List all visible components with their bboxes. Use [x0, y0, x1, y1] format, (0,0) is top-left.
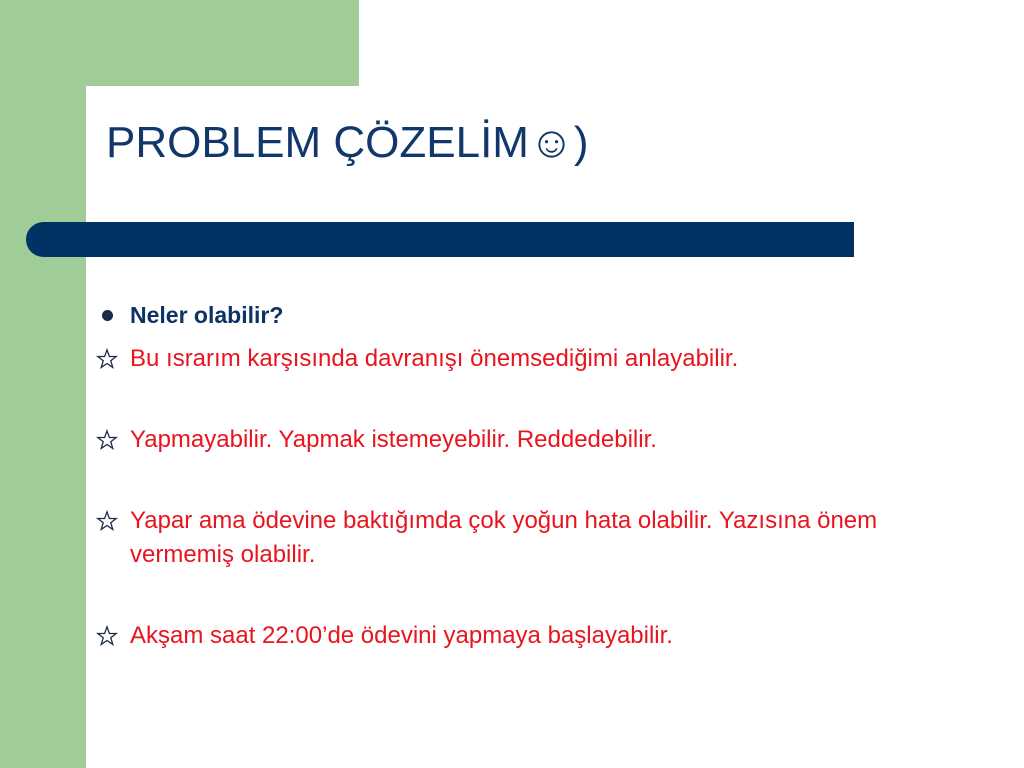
slide-content — [92, 298, 972, 653]
heading-text: Neler olabilir? — [130, 302, 284, 328]
list-item-text: Yapmayabilir. Yapmak istemeyebilir. Reddedebilir. — [130, 426, 657, 453]
outline-star-icon — [92, 423, 122, 457]
list-item — [92, 423, 972, 457]
list-item-text: Bu ısrarım karşısında davranışı önemsediğimi anlayabilir. — [130, 345, 739, 372]
title-underline-bar — [26, 222, 854, 257]
list-item-text: Akşam saat 22:00’de ödevini yapmaya başlayabilir. — [130, 622, 673, 649]
outline-star-icon — [92, 619, 122, 653]
list-item — [92, 342, 972, 376]
slide-title: PROBLEM ÇÖZELİM☺) — [106, 118, 589, 167]
outline-star-icon — [92, 504, 122, 538]
list-item — [92, 619, 972, 653]
bullet-heading — [92, 298, 972, 332]
green-side-band — [0, 0, 86, 768]
green-top-band — [0, 0, 359, 86]
list-item — [92, 504, 972, 572]
bullet-dot-icon — [92, 298, 122, 332]
list-item-text: Yapar ama ödevine baktığımda çok yoğun hata olabilir. Yazısına önem vermemiş olabilir. — [130, 507, 878, 568]
outline-star-icon — [92, 342, 122, 376]
